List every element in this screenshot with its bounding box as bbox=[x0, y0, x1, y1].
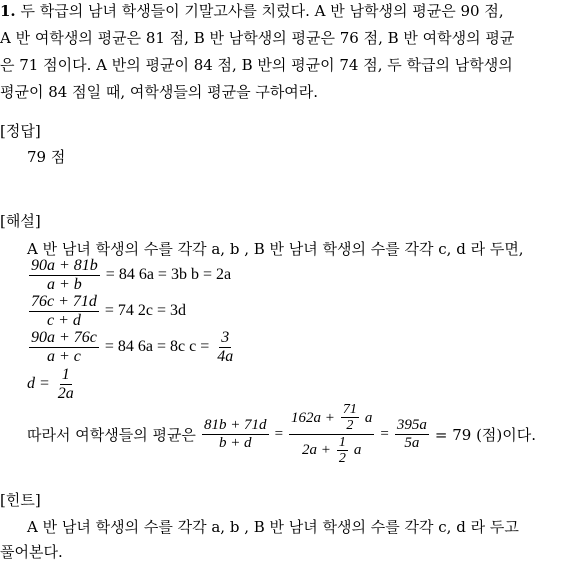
hint-line-1: A 반 남녀 학생의 수를 각각 a, b , B 반 남녀 학생의 수를 각각 c, d 라 두고 bbox=[27, 518, 519, 536]
final-f2-den-inner-d: 2 bbox=[338, 451, 346, 467]
final-f1-denominator: b + d bbox=[218, 434, 252, 451]
final-f2-den-b: a bbox=[353, 442, 362, 459]
equation-3 bbox=[27, 329, 237, 365]
explanation-heading: [해설] bbox=[0, 212, 41, 230]
final-equation bbox=[27, 402, 536, 467]
final-f2-num-b: a bbox=[364, 409, 373, 426]
eq2-fraction bbox=[29, 293, 99, 329]
final-f2-denominator bbox=[300, 435, 363, 467]
final-f2-den-a: 2a + bbox=[302, 442, 331, 459]
explanation-intro: A 반 남녀 학생의 수를 각각 a, b , B 반 남녀 학생의 수를 각각 c, d 라 두면, bbox=[27, 240, 524, 258]
hint-line-2: 풀어본다. bbox=[0, 543, 63, 561]
final-fraction-2 bbox=[289, 402, 374, 467]
eq2-numerator: 76c + 71d bbox=[31, 293, 97, 310]
eq3-numerator: 90a + 76c bbox=[31, 329, 97, 346]
eq3-fraction bbox=[29, 329, 99, 365]
eq1-denominator: a + b bbox=[47, 275, 82, 293]
eq1-rest: = 84 6a = 3b b = 2a bbox=[105, 266, 232, 284]
final-f3-numerator: 395a bbox=[396, 417, 427, 434]
eq1-numerator: 90a + 81b bbox=[31, 257, 98, 274]
final-f2-den-inner bbox=[337, 435, 348, 467]
problem-line-1 bbox=[0, 2, 504, 20]
eq3-result-numerator: 3 bbox=[221, 329, 230, 346]
final-f3-denominator: 5a bbox=[404, 434, 420, 451]
equation-2 bbox=[27, 293, 186, 329]
problem-line-2: A 반 여학생의 평균은 81 점, B 반 남학생의 평균은 76 점, B 반 여학생의 평균 bbox=[0, 29, 515, 47]
final-f2-den-inner-n: 1 bbox=[338, 434, 346, 450]
problem-text-1: 두 학급의 남녀 학생들이 기말고사를 치렀다. A 반 남학생의 평균은 90 점, bbox=[20, 2, 504, 20]
equation-4 bbox=[27, 366, 78, 402]
final-f2-num-a: 162a + bbox=[291, 409, 335, 426]
eq4-result-denominator: 2a bbox=[57, 384, 74, 402]
equals-1: = bbox=[274, 425, 284, 442]
eq2-rest: = 74 2c = 3d bbox=[104, 302, 187, 320]
final-prefix: 따라서 여학생들의 평균은 bbox=[27, 425, 196, 444]
final-suffix: = 79 (점)이다. bbox=[434, 425, 537, 444]
final-f2-num-inner-d: 2 bbox=[346, 418, 354, 434]
eq3-denominator: a + c bbox=[47, 347, 81, 365]
final-fraction-3 bbox=[395, 417, 429, 451]
final-f2-num-inner bbox=[341, 402, 359, 434]
hint-heading: [힌트] bbox=[0, 491, 41, 509]
eq1-fraction bbox=[29, 257, 100, 293]
answer-heading: [정답] bbox=[0, 122, 41, 140]
final-f1-numerator: 81b + 71d bbox=[203, 417, 267, 434]
equals-2: = bbox=[380, 425, 389, 442]
final-fraction-1 bbox=[202, 417, 269, 451]
eq3-result-denominator: 4a bbox=[217, 347, 234, 365]
answer-value: 79 점 bbox=[27, 148, 66, 166]
final-f2-numerator bbox=[289, 402, 374, 435]
problem-line-3: 은 71 점이다. A 반의 평균이 84 점, B 반의 평균이 74 점, 두 학급의 남학생의 bbox=[0, 56, 513, 74]
eq3-rest: = 84 6a = 8c c = bbox=[104, 338, 210, 356]
equation-1 bbox=[27, 257, 231, 293]
final-f2-num-inner-n: 71 bbox=[342, 402, 357, 417]
problem-number: 1. bbox=[0, 2, 16, 20]
eq4-result-numerator: 1 bbox=[61, 366, 70, 383]
eq3-result-fraction bbox=[215, 329, 235, 365]
eq4-lhs: d = bbox=[27, 375, 50, 393]
problem-line-4: 평균이 84 점일 때, 여학생들의 평균을 구하여라. bbox=[0, 83, 319, 101]
eq4-result-fraction bbox=[56, 366, 76, 402]
eq2-denominator: c + d bbox=[47, 311, 81, 329]
